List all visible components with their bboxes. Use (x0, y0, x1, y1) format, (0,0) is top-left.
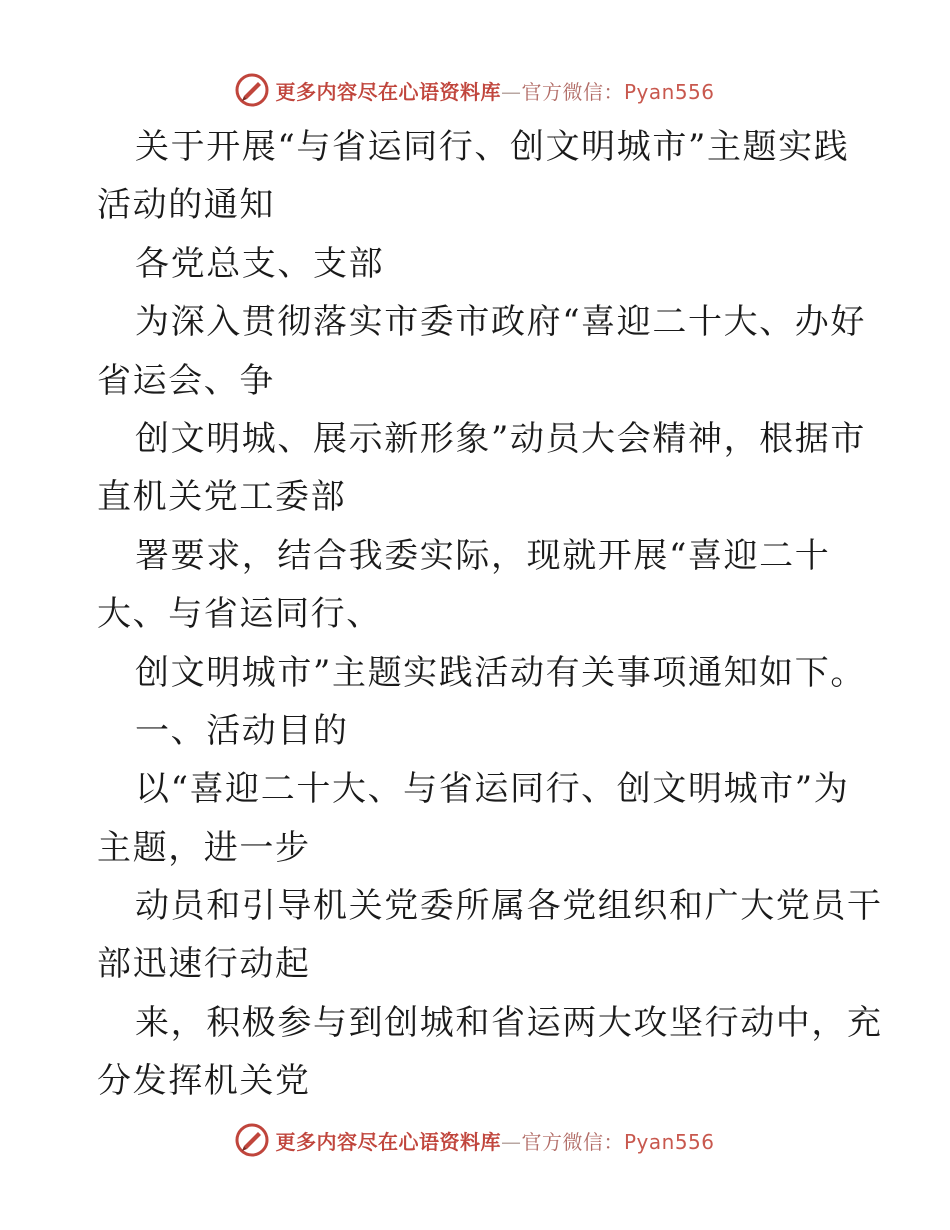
text-line: 主题，进一步 (97, 827, 311, 868)
text-line: 以“喜迎二十大、与省运同行、创文明城市”为 (135, 769, 850, 810)
text-line: 来，积极参与到创城和省运两大攻坚行动中，充 (135, 1002, 883, 1043)
text-line: 直机关党工委部 (97, 477, 347, 518)
watermark-wechat-id: Pyan556 (623, 1129, 715, 1154)
watermark-logo-icon (235, 73, 269, 107)
watermark-text (275, 1126, 714, 1155)
watermark-wechat-label: 官方微信： (521, 79, 624, 104)
text-line: 活动的通知 (97, 185, 275, 226)
watermark-text (275, 76, 714, 105)
footer-watermark (0, 1120, 950, 1160)
watermark-wechat-id: Pyan556 (623, 79, 715, 104)
watermark-logo-icon (235, 1123, 269, 1157)
section-heading: 一、活动目的 (135, 710, 349, 751)
text-line: 创文明城、展示新形象”动员大会精神，根据市 (135, 418, 866, 459)
watermark-separator: — (500, 79, 522, 104)
text-line: 各党总支、支部 (135, 243, 385, 284)
text-line: 省运会、争 (97, 360, 275, 401)
text-line: 部迅速行动起 (97, 944, 311, 985)
text-line: 大、与省运同行、 (97, 594, 382, 635)
text-line: 关于开展“与省运同行、创文明城市”主题实践 (135, 127, 850, 167)
document-body (97, 118, 883, 1111)
text-line: 创文明城市”主题实践活动有关事项通知如下。 (135, 652, 866, 693)
text-line: 署要求，结合我委实际，现就开展“喜迎二十 (135, 535, 831, 576)
header-watermark (0, 70, 950, 110)
watermark-brand: 更多内容尽在心语资料库 (275, 79, 501, 104)
text-line: 分发挥机关党 (97, 1061, 311, 1102)
text-line: 为深入贯彻落实市委市政府“喜迎二十大、办好 (135, 302, 866, 343)
text-line: 动员和引导机关党委所属各党组织和广大党员干 (135, 886, 883, 927)
watermark-separator: — (500, 1129, 522, 1154)
watermark-wechat-label: 官方微信： (521, 1129, 624, 1154)
watermark-brand: 更多内容尽在心语资料库 (275, 1129, 501, 1154)
